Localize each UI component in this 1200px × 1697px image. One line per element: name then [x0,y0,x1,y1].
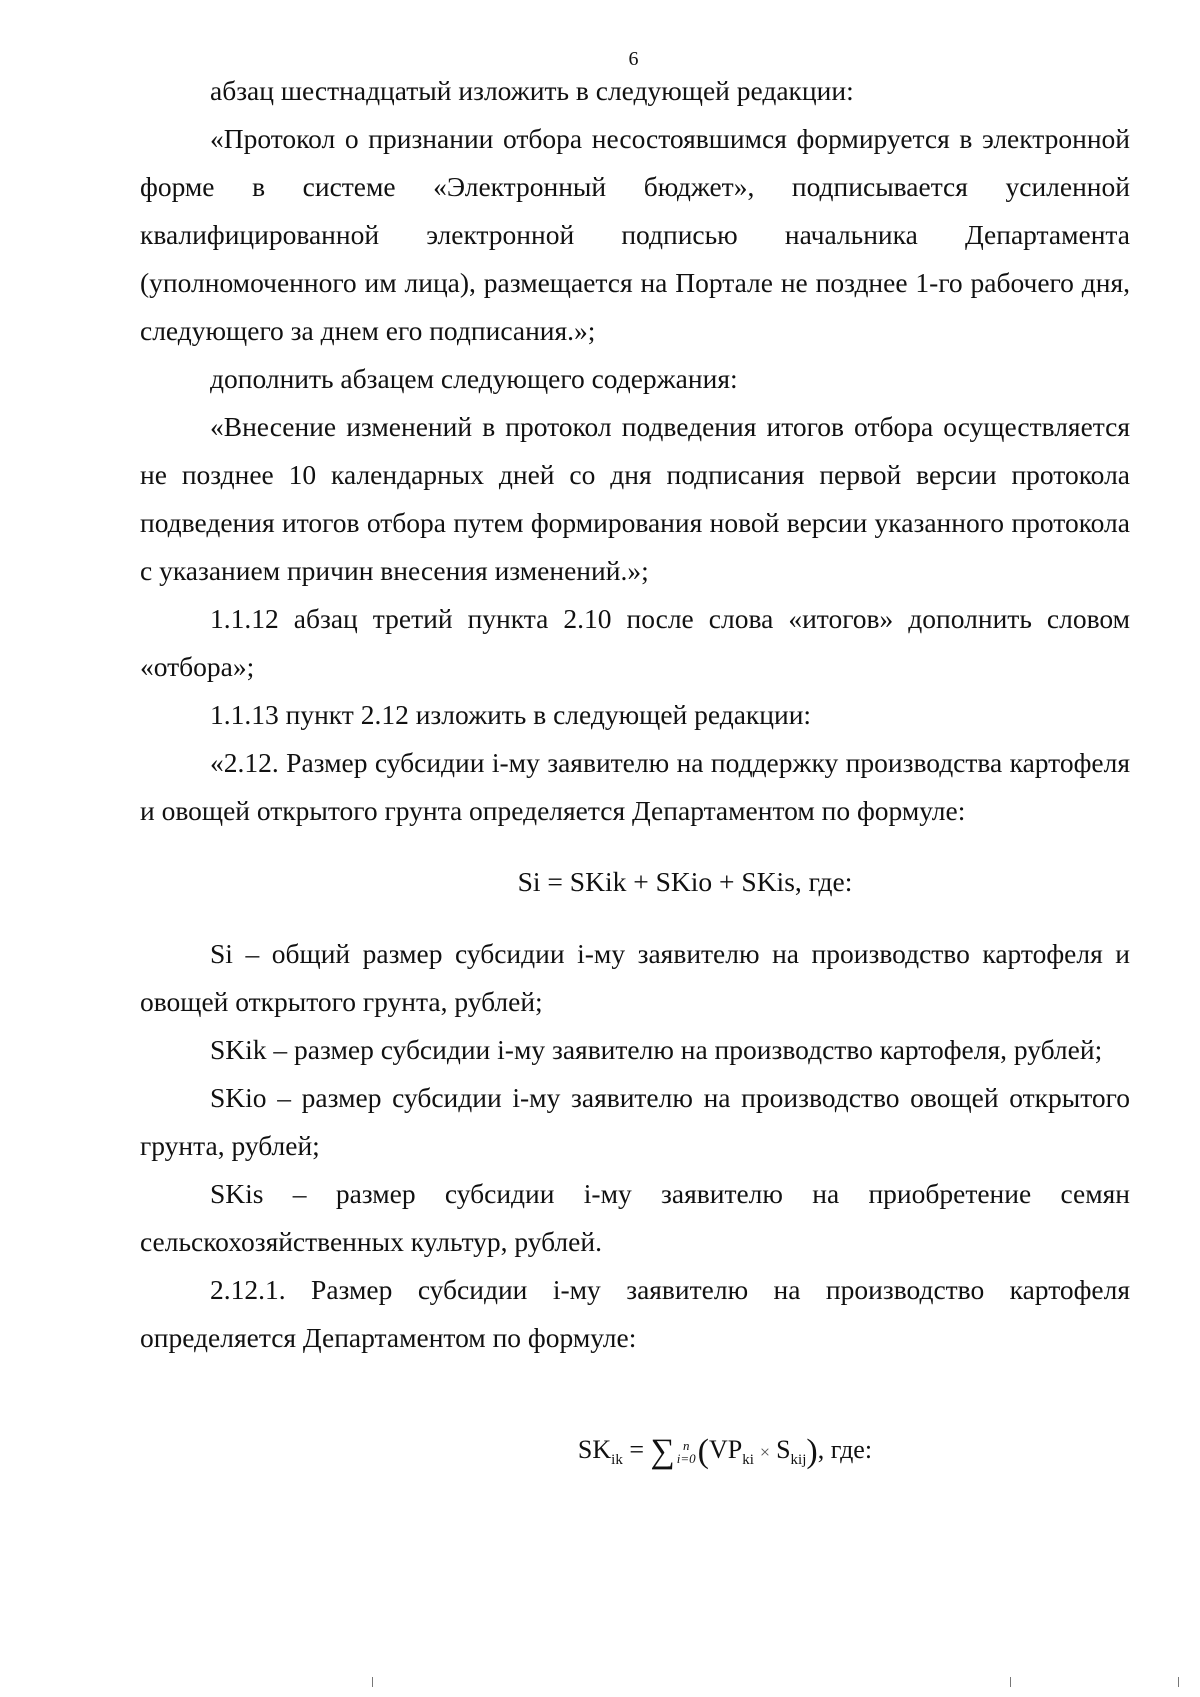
close-paren: ) [806,1433,818,1470]
paragraph: дополнить абзацем следующего содержания: [210,363,738,394]
sum-upper-limit: n [682,1438,690,1454]
formula-term2-subscript: kij [790,1452,807,1469]
document-body [140,67,1130,1484]
formula-term1-subscript: ki [742,1452,754,1469]
paragraph: SKik – размер субсидии i-му заявителю на производство картофеля, рублей; [210,1034,1103,1065]
paragraph: «Протокол о признании отбора несостоявшимся формируется в электронной форме в системе «Электронный бюджет», подписывается усиленной квалифицированной электронной подписью начальника Департамента (уполномоченного им лица), размещается на Портале не позднее 1-го рабочего дня, следующего за днем его подписания.»; [140,123,1130,346]
paragraph: SKis – размер субсидии i-му заявителю на приобретение семян сельскохозяйственных культур, рублей. [140,1178,1130,1257]
formula-term2: S [776,1435,791,1464]
page-number: 6 [628,48,639,70]
formula-term1: VP [708,1435,743,1464]
multiply-sign: × [759,1442,771,1462]
scan-mark [1010,1677,1011,1687]
sum-limits [677,1439,696,1465]
paragraph: 1.1.12 абзац третий пункта 2.10 после слова «итогов» дополнить словом «отбора»; [140,603,1130,682]
paragraph: 2.12.1. Размер субсидии i-му заявителю на производство картофеля определяется Департаментом по формуле: [140,1274,1130,1353]
paragraph: абзац шестнадцатый изложить в следующей редакции: [210,75,854,106]
paragraph: «Внесение изменений в протокол подведения итогов отбора осуществляется не позднее 10 календарных дней со дня подписания первой версии протокола подведения итогов отбора путем формирования новой версии указанного протокола с указанием причин внесения изменений.»; [140,411,1130,586]
scan-mark [372,1677,373,1687]
formula-tail: , где: [817,1435,873,1464]
paragraph: Si – общий размер субсидии i-му заявителю на производство картофеля и овощей открытого грунта, рублей; [140,938,1130,1017]
paragraph: 1.1.13 пункт 2.12 изложить в следующей редакции: [210,699,812,730]
formula-lhs-subscript: ik [611,1452,623,1469]
paragraph: SKio – размер субсидии i-му заявителю на производство овощей открытого грунта, рублей; [140,1082,1130,1161]
sum-lower-limit: i=0 [676,1451,696,1467]
formula-total-subsidy: Si = SKik + SKio + SKis, где: [517,866,853,897]
formula-potato-subsidy [140,1426,1130,1484]
paragraph: «2.12. Размер субсидии i-му заявителю на поддержку производства картофеля и овощей открытого грунта определяется Департаментом по формуле: [140,747,1130,826]
sum-symbol: ∑ [650,1433,675,1470]
scan-edge-marks [0,1675,1200,1687]
formula-equals: = [629,1435,645,1464]
open-paren: ( [697,1433,709,1470]
formula-lhs: SK [577,1435,612,1464]
scan-mark [1178,1677,1179,1687]
